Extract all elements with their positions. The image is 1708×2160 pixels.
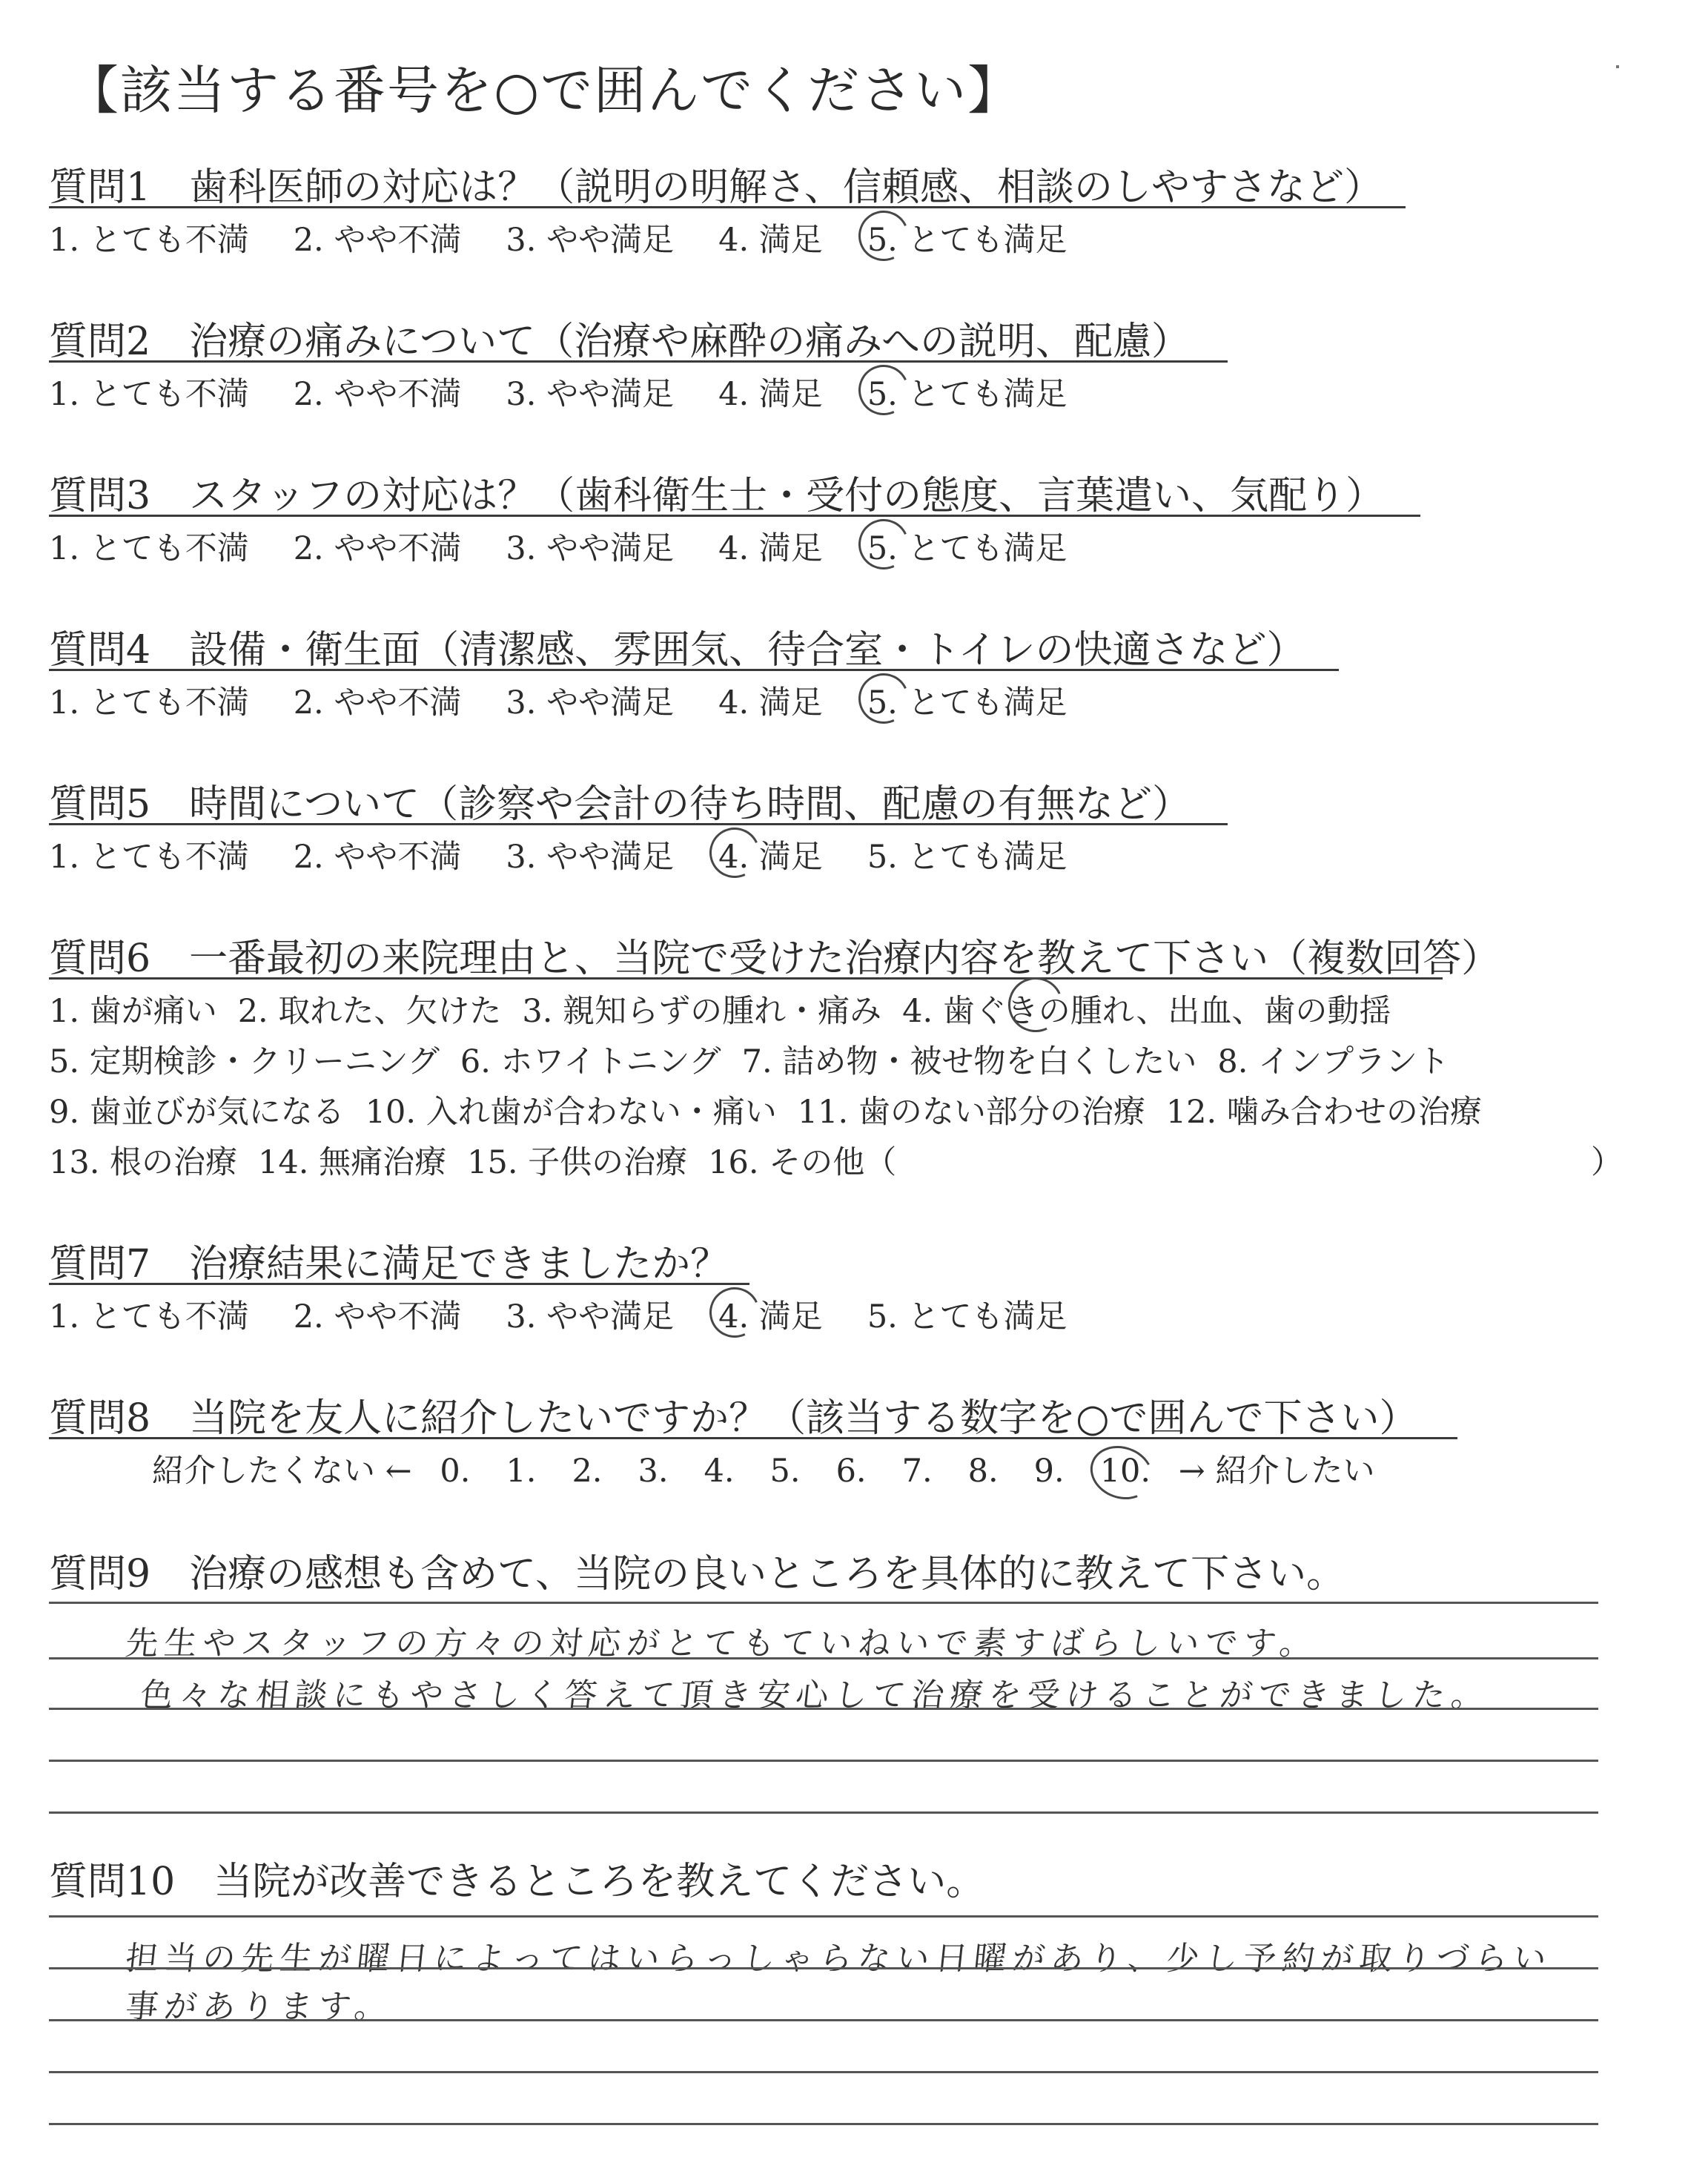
q7-underline xyxy=(49,1283,749,1285)
q6-row-2: 5. 定期検診・クリーニング 6. ホワイトニング 7. 詰め物・被せ物を白くしたい 8. インプラント xyxy=(49,1043,1450,1080)
q9-heading: 質問9 治療の感想も含めて、当院の良いところを具体的に教えて下さい。 xyxy=(49,1552,1345,1596)
scan-speck xyxy=(1616,65,1619,68)
q8-scale xyxy=(152,1446,1374,1491)
answer-line xyxy=(49,2019,1598,2021)
q6-row-4: 13. 根の治療 14. 無痛治療 15. 子供の治療 16. その他（ ） xyxy=(49,1144,1623,1181)
q2-underline xyxy=(49,360,1228,363)
q7-options xyxy=(49,1292,1112,1337)
option-5[interactable]: 5. とても満足 xyxy=(867,524,1068,569)
answer-circle xyxy=(703,1280,767,1344)
q4-options xyxy=(49,678,1112,723)
q2-options xyxy=(49,369,1112,415)
answer-line xyxy=(49,1708,1598,1710)
option-3[interactable]: 3. やや満足 xyxy=(506,1298,675,1335)
option-1[interactable]: 1. とても不満 xyxy=(49,376,249,413)
option-2[interactable]: 2. やや不満 xyxy=(293,222,462,259)
option-3[interactable]: 3. やや満足 xyxy=(506,839,675,876)
q1-options xyxy=(49,215,1112,260)
option-2[interactable]: 2. やや不満 xyxy=(293,530,462,567)
answer-line xyxy=(49,1915,1598,1918)
option-2[interactable]: 2. やや不満 xyxy=(293,839,462,876)
option-2[interactable]: 2. やや不満 xyxy=(293,1298,462,1335)
answer-line xyxy=(49,1811,1598,1814)
q9-handwriting-1: 先生やスタッフの方々の対応がとてもていねいで素すばらしいです。 xyxy=(123,1625,1320,1662)
q8-right-label: → 紹介したい xyxy=(1178,1453,1375,1490)
answer-line xyxy=(49,1967,1598,1969)
q5-options xyxy=(49,832,1112,877)
q8-option-7[interactable]: 7. xyxy=(901,1453,933,1490)
answer-line xyxy=(49,1760,1598,1762)
q3-heading: 質問3 スタッフの対応は？（歯科衛生士・受付の態度、言葉遣い、気配り） xyxy=(49,474,1385,518)
q8-option-2[interactable]: 2. xyxy=(572,1453,603,1490)
q6-heading: 質問6 一番最初の来院理由と、当院で受けた治療内容を教えて下さい（複数回答） xyxy=(49,937,1500,981)
option-1[interactable]: 1. とても不満 xyxy=(49,1298,249,1335)
q5-heading: 質問5 時間について（診察や会計の待ち時間、配慮の有無など） xyxy=(49,782,1191,827)
option-4[interactable]: 4. 満足 xyxy=(718,832,823,877)
answer-line xyxy=(49,1657,1598,1659)
q5-underline xyxy=(49,823,1228,825)
q10-handwriting-1: 担当の先生が曜日によってはいらっしゃらない日曜があり、少し予約が取りづらい xyxy=(123,1940,1555,1978)
option-4[interactable]: 4. 満足 xyxy=(718,376,823,413)
answer-circle xyxy=(851,666,916,730)
q1-heading: 質問1 歯科医師の対応は？（説明の明解さ、信頼感、相談のしやすさなど） xyxy=(49,165,1383,210)
q8-option-4[interactable]: 4. xyxy=(704,1453,735,1490)
q6-row-1: 1. 歯が痛い 2. 取れた、欠けた 3. 親知らずの腫れ・痛み 4. 歯ぐきの腫れ、出血、歯の動揺 xyxy=(49,993,1391,1030)
option-2[interactable]: 2. やや不満 xyxy=(293,376,462,413)
q4-heading: 質問4 設備・衛生面（清潔感、雰囲気、待合室・トイレの快適さなど） xyxy=(49,628,1305,673)
q9-handwriting-2: 色々な相談にもやさしく答えて頂き安心して治療を受けることができました。 xyxy=(138,1677,1492,1714)
answer-line xyxy=(49,2123,1598,2125)
q8-option-6[interactable]: 6. xyxy=(835,1453,867,1490)
option-1[interactable]: 1. とても不満 xyxy=(49,530,249,567)
page-title: 【該当する番号を○で囲んでください】 xyxy=(67,60,1022,121)
q1-underline xyxy=(49,206,1406,208)
q8-option-8[interactable]: 8. xyxy=(967,1453,999,1490)
q8-option-1[interactable]: 1. xyxy=(506,1453,537,1490)
option-5[interactable]: 5. とても満足 xyxy=(867,839,1068,876)
option-5[interactable]: 5. とても満足 xyxy=(867,678,1068,723)
q8-option-3[interactable]: 3. xyxy=(638,1453,669,1490)
answer-line xyxy=(49,2071,1598,2073)
option-1[interactable]: 1. とても不満 xyxy=(49,684,249,721)
answer-circle xyxy=(851,357,916,422)
q6-underline xyxy=(49,977,1443,980)
q8-left-label: 紹介したくない ← xyxy=(152,1453,412,1490)
q10-heading: 質問10 当院が改善できるところを教えてください。 xyxy=(49,1860,985,1904)
q8-underline xyxy=(49,1437,1457,1439)
q8-option-9[interactable]: 9. xyxy=(1033,1453,1065,1490)
q8-option-10[interactable]: 10. xyxy=(1100,1453,1151,1490)
answer-circle xyxy=(1082,1437,1160,1507)
answer-circle xyxy=(851,512,916,576)
option-3[interactable]: 3. やや満足 xyxy=(506,222,675,259)
answer-circle xyxy=(851,203,916,268)
option-5[interactable]: 5. とても満足 xyxy=(867,1298,1068,1335)
option-4[interactable]: 4. 満足 xyxy=(718,1292,823,1337)
option-4[interactable]: 4. 満足 xyxy=(718,530,823,567)
q3-options xyxy=(49,524,1112,569)
option-2[interactable]: 2. やや不満 xyxy=(293,684,462,721)
q10-handwriting-2: 事があります。 xyxy=(123,1988,395,2026)
q8-option-5[interactable]: 5. xyxy=(769,1453,801,1490)
answer-circle xyxy=(703,820,767,885)
option-4[interactable]: 4. 満足 xyxy=(718,684,823,721)
q8-option-0[interactable]: 0. xyxy=(440,1453,471,1490)
q6-row-3: 9. 歯並びが気になる 10. 入れ歯が合わない・痛い 11. 歯のない部分の治療 12. 噛み合わせの治療 xyxy=(49,1094,1482,1131)
q8-heading: 質問8 当院を友人に紹介したいですか？（該当する数字を○で囲んで下さい） xyxy=(49,1396,1418,1441)
option-4[interactable]: 4. 満足 xyxy=(718,222,823,259)
answer-line xyxy=(49,1602,1598,1604)
q2-heading: 質問2 治療の痛みについて（治療や麻酔の痛みへの説明、配慮） xyxy=(49,320,1191,364)
option-5[interactable]: 5. とても満足 xyxy=(867,369,1068,415)
option-5[interactable]: 5. とても満足 xyxy=(867,215,1068,260)
option-3[interactable]: 3. やや満足 xyxy=(506,530,675,567)
option-1[interactable]: 1. とても不満 xyxy=(49,222,249,259)
q7-heading: 質問7 治療結果に満足できましたか？ xyxy=(49,1242,729,1287)
q3-underline xyxy=(49,515,1420,517)
q4-underline xyxy=(49,669,1339,671)
option-3[interactable]: 3. やや満足 xyxy=(506,376,675,413)
option-1[interactable]: 1. とても不満 xyxy=(49,839,249,876)
option-3[interactable]: 3. やや満足 xyxy=(506,684,675,721)
